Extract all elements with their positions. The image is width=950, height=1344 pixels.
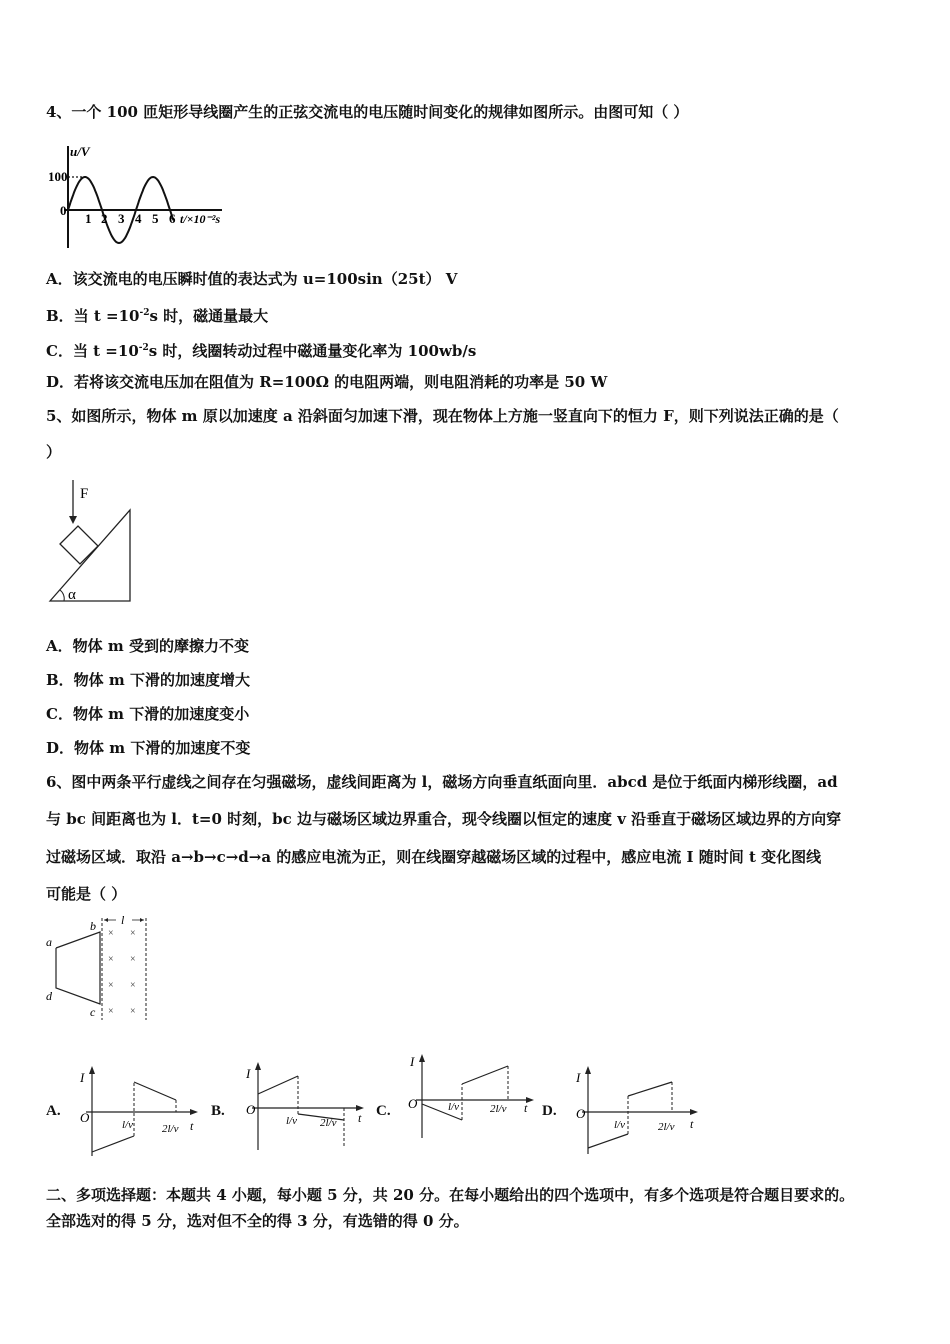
q6-stem-line3: 过磁场区域．取沿 a→b→c→d→a 的感应电流为正，则在线圈穿越磁场区域的过程中，感应电流 I 随时间 t 变化图线	[46, 848, 822, 866]
q4-sine-graph	[46, 140, 226, 252]
q5-stem-line1: 5、如图所示，物体 m 原以加速度 a 沿斜面匀加速下滑，现在物体上方施一竖直向下的恒力 F，则下列说法正确的是（	[46, 407, 839, 425]
q5-stem-line2: ）	[46, 443, 62, 461]
q6-choice-c-letter: C.	[376, 1103, 391, 1119]
field-cross: ×	[130, 954, 136, 965]
q6-graph-c-tlabel: t	[524, 1101, 528, 1115]
q6-graph-b-ylabel: I	[246, 1066, 251, 1081]
q6-graph-d-tick1: l/v	[614, 1119, 625, 1131]
q6-graph-c-tick1: l/v	[448, 1101, 459, 1113]
q6-graph-d-tick2: 2l/v	[658, 1121, 675, 1133]
q4-tick-4: 4	[135, 211, 142, 226]
q4-option-b: B．当 $t =10^{-2}s$ 时，磁通量最大	[46, 307, 269, 325]
q6-stem-line4: 可能是（ ）	[46, 885, 127, 903]
q4-y-label: u/V	[70, 144, 90, 159]
q6-fig-l: l	[121, 913, 125, 927]
field-cross: ×	[130, 980, 136, 991]
q6-graph-b-tick1: l/v	[286, 1115, 297, 1127]
q5-option-c: C．物体 m 下滑的加速度变小	[46, 705, 250, 723]
q6-choice-d-letter: D.	[542, 1103, 557, 1119]
q6-fig-d: d	[46, 989, 52, 1003]
q4-option-d: D．若将该交流电压加在阻值为 R=100Ω 的电阻两端，则电阻消耗的功率是 50 W	[46, 373, 608, 391]
q6-choice-a-letter: A.	[46, 1103, 61, 1119]
field-cross: ×	[108, 980, 114, 991]
q6-graph-b	[236, 1058, 370, 1154]
q4-peak-label: 100	[48, 169, 68, 184]
q4-option-c: C．当 $t =10^{-2}s$ 时，线圈转动过程中磁通量变化率为 100wb/s	[46, 342, 477, 360]
q6-graph-a-tick2: 2l/v	[162, 1123, 179, 1135]
q6-graph-a-ylabel: I	[80, 1070, 85, 1085]
q4-x-label: t/×10⁻²s	[180, 212, 221, 226]
q6-stem-line1: 6、图中两条平行虚线之间存在匀强磁场，虚线间距离为 l，磁场方向垂直纸面向里．abcd 是位于纸面内梯形线圈，ad	[46, 773, 838, 791]
q6-graph-b-origin: O	[246, 1102, 256, 1117]
q4-tick-6: 6	[169, 211, 176, 226]
q6-graph-d-ylabel: I	[576, 1070, 581, 1085]
q5-option-d: D．物体 m 下滑的加速度不变	[46, 739, 251, 757]
q5-option-b: B．物体 m 下滑的加速度增大	[46, 671, 250, 689]
q4-stem: 4、一个 100 匝矩形导线圈产生的正弦交流电的电压随时间变化的规律如图所示。由图可知（ ）	[46, 103, 689, 121]
section2-line2: 全部选对的得 5 分，选对但不全的得 3 分，有选错的得 0 分。	[46, 1212, 469, 1230]
q6-stem-line2: 与 bc 间距离也为 l．t=0 时刻，bc 边与磁场区域边界重合，现令线圈以恒定的速度 v 沿垂直于磁场区域边界的方向穿	[46, 810, 842, 828]
q5-angle-label: α	[68, 587, 76, 603]
q4-option-a: A．该交流电的电压瞬时值的表达式为 u=100sin（25t） V	[46, 270, 458, 288]
q5-incline-figure	[46, 476, 136, 606]
q4-tick-5: 5	[152, 211, 159, 226]
q6-graph-c-ylabel: I	[410, 1054, 415, 1069]
q5-force-label: F	[80, 486, 89, 502]
q6-graph-c	[400, 1050, 540, 1142]
q4-origin-label: 0	[60, 203, 67, 218]
q6-fig-b: b	[90, 919, 96, 933]
q6-graph-a	[72, 1062, 200, 1158]
q6-graph-a-origin: O	[80, 1110, 90, 1125]
q6-graph-d-tlabel: t	[690, 1117, 694, 1131]
q4-tick-2: 2	[101, 211, 108, 226]
q6-fig-a: a	[46, 935, 52, 949]
q6-fig-c: c	[90, 1005, 96, 1019]
q6-graph-a-tick1: l/v	[122, 1119, 133, 1131]
q6-graph-a-tlabel: t	[190, 1119, 194, 1133]
section2-line1: 二、多项选择题：本题共 4 小题，每小题 5 分，共 20 分。在每小题给出的四个选项中，有多个选项是符合题目要求的。	[46, 1186, 855, 1204]
field-cross: ×	[108, 954, 114, 965]
field-cross: ×	[108, 928, 114, 939]
field-cross: ×	[130, 1006, 136, 1017]
q6-coil-figure	[44, 912, 156, 1024]
q6-graph-c-tick2: 2l/v	[490, 1103, 507, 1115]
q6-graph-c-origin: O	[408, 1096, 418, 1111]
q5-option-a: A．物体 m 受到的摩擦力不变	[46, 637, 249, 655]
q6-choice-b-letter: B.	[211, 1103, 225, 1119]
q6-graph-d-origin: O	[576, 1106, 586, 1121]
q6-graph-d	[566, 1062, 702, 1158]
q6-graph-b-tick2: 2l/v	[320, 1117, 337, 1129]
q4-tick-1: 1	[85, 211, 92, 226]
field-cross: ×	[130, 928, 136, 939]
q4-tick-3: 3	[118, 211, 125, 226]
field-cross: ×	[108, 1006, 114, 1017]
q6-graph-b-tlabel: t	[358, 1111, 362, 1125]
